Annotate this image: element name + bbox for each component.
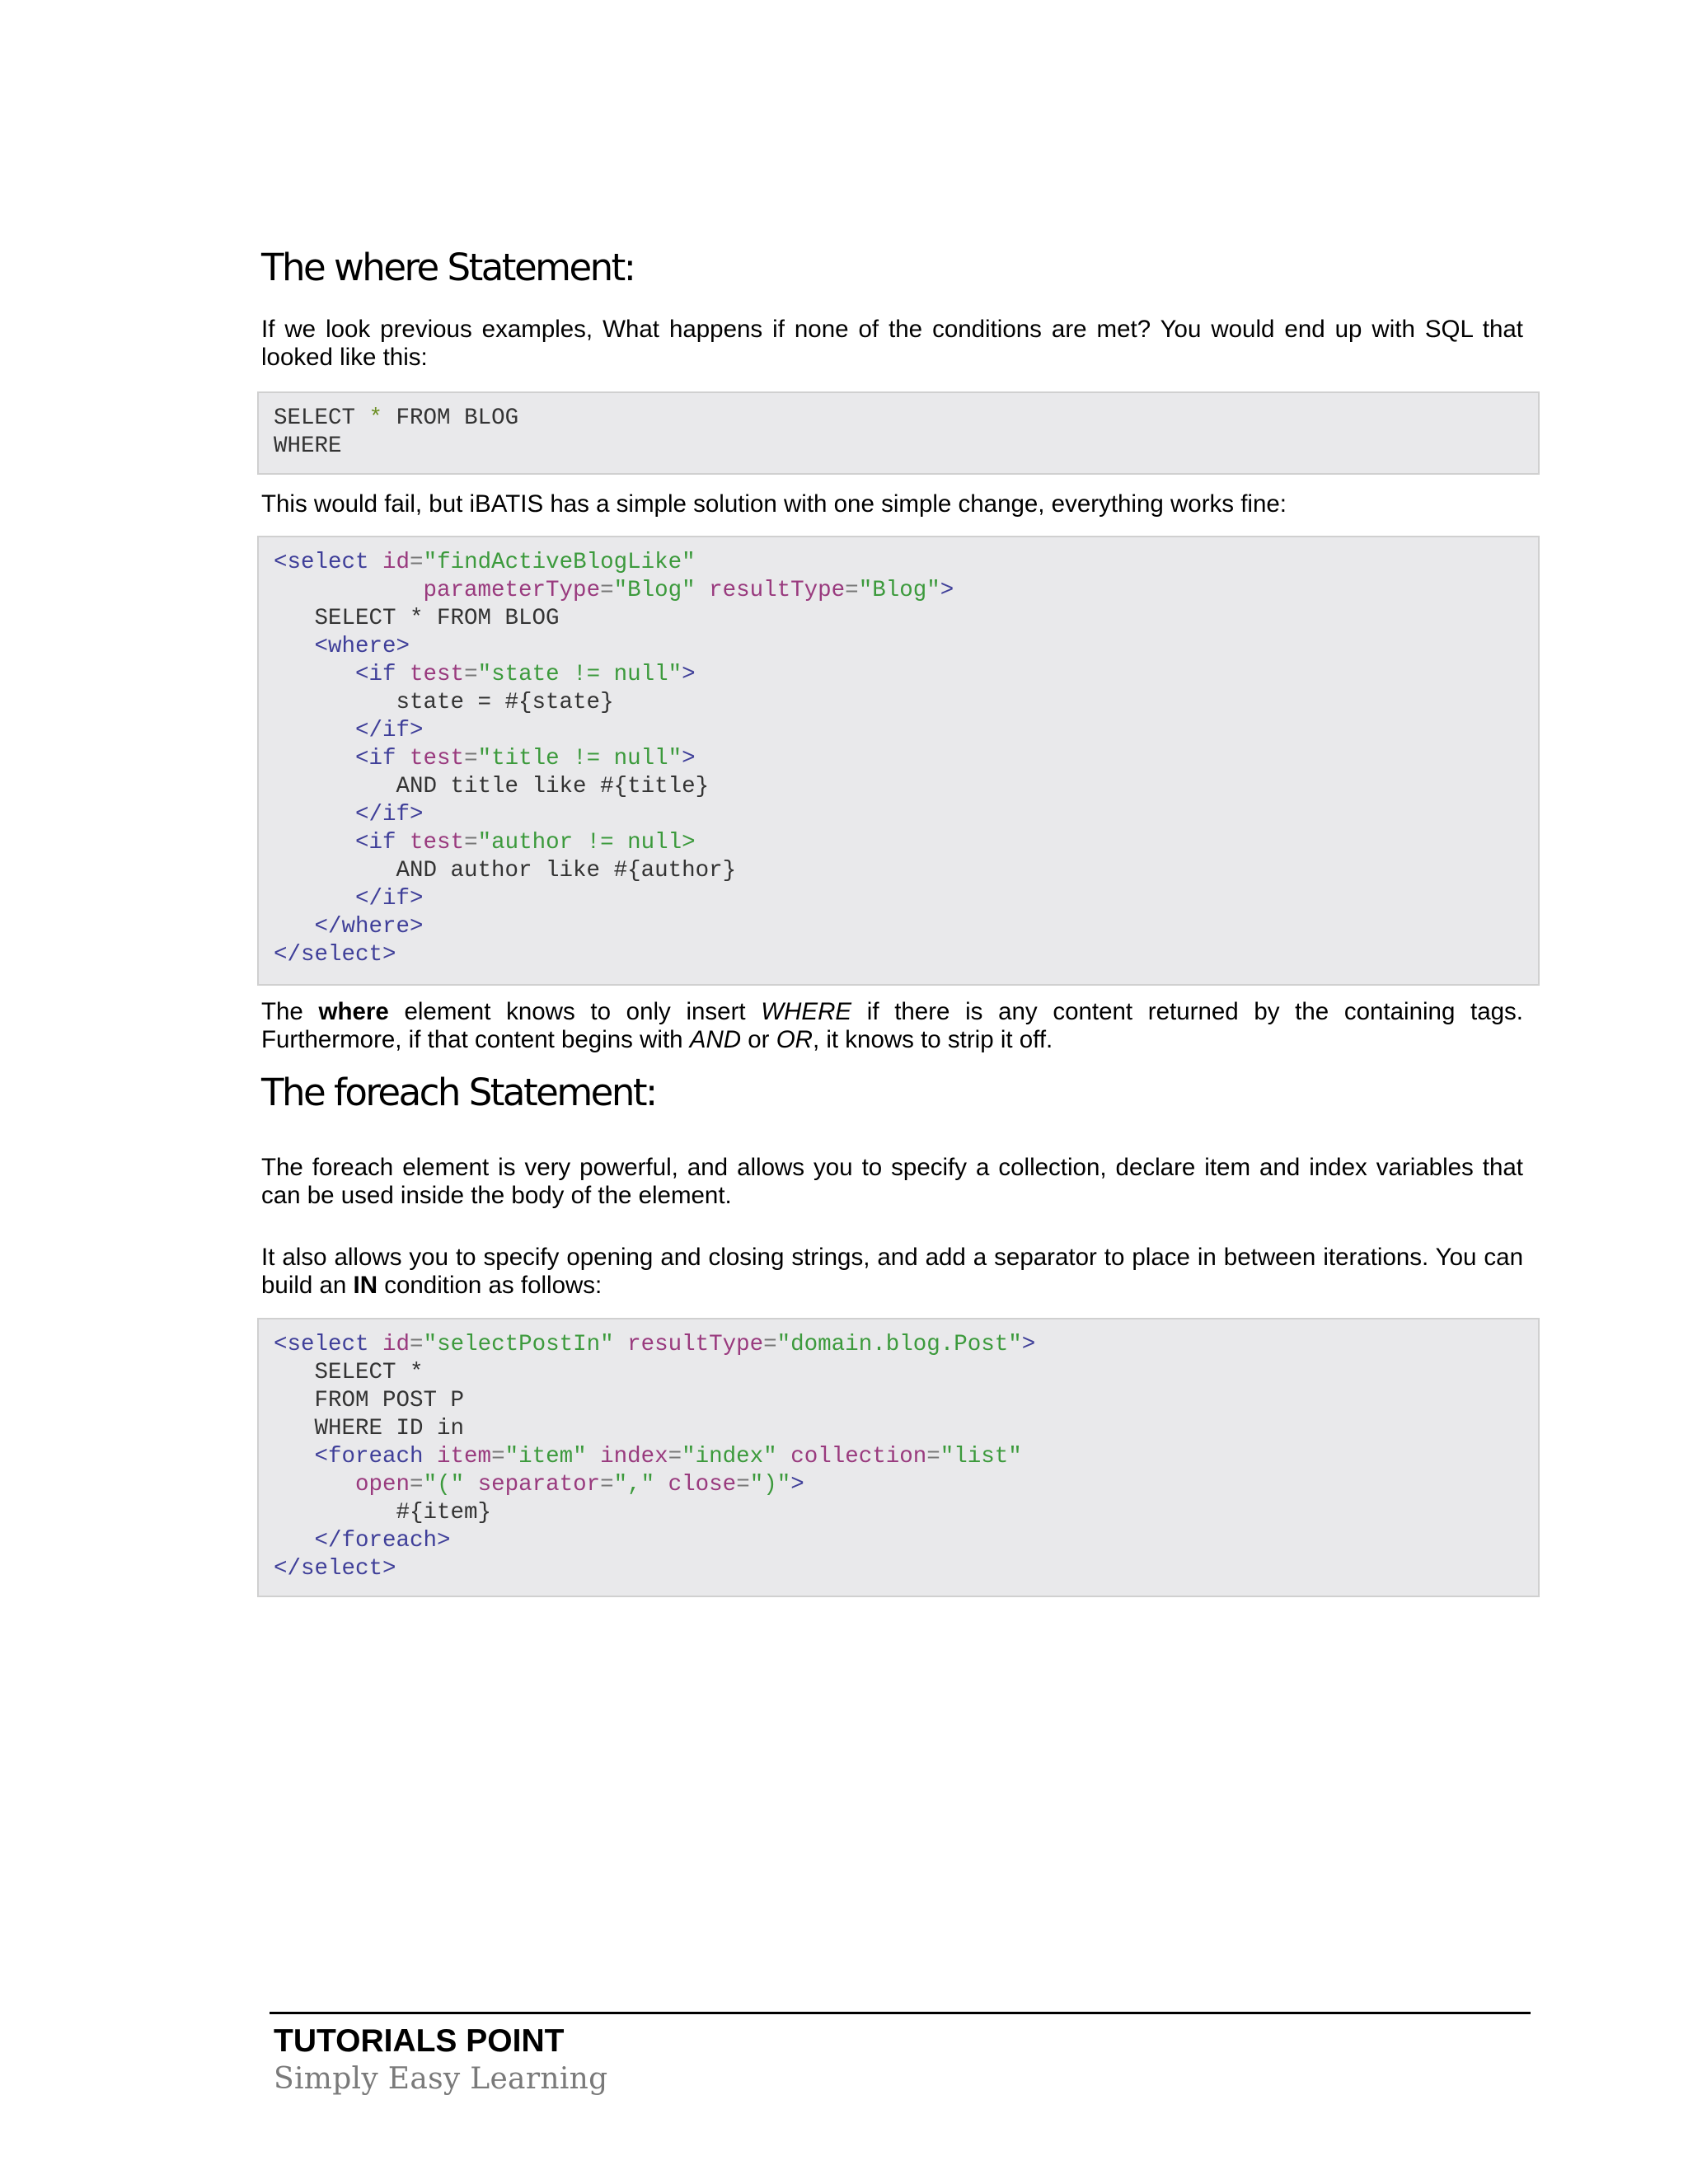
- code-token: test: [410, 830, 465, 855]
- where-explanation-paragraph: [261, 998, 1523, 1054]
- code-token: [464, 1472, 478, 1497]
- code-token: "item": [504, 1444, 587, 1469]
- code-line: [274, 885, 1538, 913]
- footer-tagline: Simply Easy Learning: [274, 2062, 608, 2096]
- code-line: [274, 1499, 1538, 1527]
- code-token: "index": [682, 1444, 777, 1469]
- code-token: test: [410, 746, 465, 771]
- code-token: "selectPostIn": [423, 1332, 614, 1357]
- code-token: >: [790, 1472, 804, 1497]
- code-token: ")": [749, 1472, 791, 1497]
- code-token: =: [668, 1444, 682, 1469]
- code-token: SELECT *: [274, 1360, 424, 1385]
- code-line: [274, 1555, 1538, 1583]
- code-token: "state != null": [477, 662, 682, 687]
- code-token: collection: [790, 1444, 927, 1469]
- code-line: [274, 549, 1538, 577]
- code-line: [274, 605, 1538, 633]
- code-line: [274, 941, 1538, 969]
- code-line: [274, 633, 1538, 661]
- code-token: [274, 718, 355, 743]
- code-token: [274, 634, 315, 659]
- code-token: resultType: [709, 578, 846, 603]
- code-block-sql-where: [257, 391, 1540, 475]
- code-token: SELECT: [274, 405, 369, 431]
- code-token: [777, 1444, 791, 1469]
- code-token: </select>: [274, 1556, 396, 1582]
- text-run: condition as follows:: [377, 1272, 603, 1299]
- code-token: [274, 886, 355, 912]
- code-token: [274, 1528, 315, 1554]
- code-token: =: [600, 1472, 614, 1497]
- code-line: [274, 717, 1538, 745]
- code-token: [274, 802, 355, 827]
- foreach-intro-paragraph: The foreach element is very powerful, and allows you to specify a collection, declare item and index variables that can be used inside the body of the element.: [261, 1154, 1523, 1209]
- code-token: =: [845, 578, 859, 603]
- code-token: <if: [355, 662, 410, 687]
- code-token: [274, 914, 315, 940]
- code-line: [274, 689, 1538, 717]
- code-line: [274, 1471, 1538, 1499]
- code-token: [274, 578, 424, 603]
- code-token: </select>: [274, 942, 396, 968]
- code-token: "Blog": [858, 578, 940, 603]
- code-line: [274, 829, 1538, 857]
- code-token: <select: [274, 1332, 383, 1357]
- solution-paragraph: This would fail, but iBATIS has a simple solution with one simple change, everything works fine:: [261, 490, 1287, 518]
- code-token: [614, 1332, 628, 1357]
- code-token: =: [464, 830, 478, 855]
- code-token: resultType: [627, 1332, 764, 1357]
- code-token: =: [926, 1444, 940, 1469]
- text-run: or: [741, 1026, 776, 1053]
- text-run: if there is any content returned by the containing tags. Furthermore, if that content begins with: [261, 998, 1523, 1053]
- code-token: [274, 830, 355, 855]
- section-heading-foreach: The foreach Statement:: [261, 1071, 656, 1114]
- text-run: It also allows you to specify opening and closing strings, and add a separator to place in between iterations. You can build an: [261, 1244, 1523, 1299]
- code-token: <foreach: [314, 1444, 438, 1469]
- code-token: FROM POST P: [274, 1388, 465, 1413]
- footer-divider: [270, 2012, 1531, 2014]
- code-line: [274, 773, 1538, 801]
- code-token: parameterType: [423, 578, 601, 603]
- code-token: *: [368, 405, 383, 431]
- code-token: >: [682, 662, 696, 687]
- code-token: <if: [355, 830, 410, 855]
- code-token: </where>: [314, 914, 424, 940]
- intro-paragraph: If we look previous examples, What happens if none of the conditions are met? You would end up with SQL that looked like this:: [261, 316, 1523, 371]
- code-token: FROM BLOG: [382, 405, 519, 431]
- code-token: =: [464, 746, 478, 771]
- footer-brand: TUTORIALS POINT: [274, 2023, 565, 2059]
- code-token: [274, 1472, 355, 1497]
- code-token: open: [355, 1472, 410, 1497]
- code-token: </if>: [355, 718, 424, 743]
- code-token: >: [682, 746, 696, 771]
- code-line: [274, 801, 1538, 829]
- code-line: [274, 577, 1538, 605]
- code-token: =: [410, 1332, 424, 1357]
- code-token: [274, 662, 355, 687]
- code-token: <if: [355, 746, 410, 771]
- code-token: WHERE: [274, 434, 342, 459]
- code-line: [274, 1527, 1538, 1555]
- code-line: [274, 857, 1538, 885]
- text-run: IN: [353, 1272, 378, 1299]
- code-token: =: [491, 1444, 505, 1469]
- code-line: [274, 913, 1538, 941]
- code-token: [274, 1444, 315, 1469]
- code-token: WHERE ID in: [274, 1416, 465, 1441]
- code-token: "findActiveBlogLike": [423, 550, 696, 575]
- code-token: ",": [613, 1472, 655, 1497]
- code-token: [274, 746, 355, 771]
- code-token: [696, 578, 710, 603]
- code-token: [587, 1444, 601, 1469]
- code-line: [274, 661, 1538, 689]
- code-line: [274, 1443, 1538, 1471]
- text-run: element knows to only insert: [388, 998, 762, 1025]
- code-line: [274, 433, 1538, 461]
- code-token: </if>: [355, 886, 424, 912]
- code-token: <select: [274, 550, 383, 575]
- text-run: AND: [689, 1026, 742, 1053]
- code-token: >: [940, 578, 954, 603]
- code-token: AND author like #{author}: [274, 858, 737, 883]
- code-token: "Blog": [613, 578, 696, 603]
- foreach-in-paragraph: [261, 1244, 1523, 1300]
- code-line: [274, 405, 1538, 433]
- code-block-where-select: [257, 536, 1540, 986]
- code-token: "title != null": [477, 746, 682, 771]
- code-token: <where>: [314, 634, 410, 659]
- code-token: test: [410, 662, 465, 687]
- code-token: =: [763, 1332, 777, 1357]
- code-token: AND title like #{title}: [274, 774, 710, 799]
- code-token: SELECT * FROM BLOG: [274, 606, 560, 631]
- code-token: >: [1021, 1332, 1036, 1357]
- code-block-foreach-select: [257, 1318, 1540, 1597]
- code-line: [274, 1387, 1538, 1415]
- code-token: =: [410, 550, 424, 575]
- section-heading-where: The where Statement:: [261, 246, 635, 289]
- code-token: item: [437, 1444, 492, 1469]
- text-run: where: [318, 998, 389, 1025]
- code-token: =: [736, 1472, 750, 1497]
- code-token: =: [600, 578, 614, 603]
- text-run: , it knows to strip it off.: [812, 1026, 1053, 1053]
- code-token: id: [382, 1332, 410, 1357]
- code-token: id: [382, 550, 410, 575]
- text-run: OR: [776, 1026, 813, 1053]
- code-line: [274, 1331, 1538, 1359]
- code-token: </foreach>: [314, 1528, 451, 1554]
- code-token: #{item}: [274, 1500, 492, 1526]
- text-run: The: [261, 998, 319, 1025]
- code-token: "domain.blog.Post": [776, 1332, 1022, 1357]
- text-run: WHERE: [761, 998, 852, 1025]
- code-token: [654, 1472, 668, 1497]
- code-token: "(": [423, 1472, 465, 1497]
- code-token: state = #{state}: [274, 690, 614, 715]
- code-token: =: [464, 662, 478, 687]
- code-line: [274, 1415, 1538, 1443]
- code-token: </if>: [355, 802, 424, 827]
- code-token: "list": [940, 1444, 1022, 1469]
- code-token: separator: [477, 1472, 601, 1497]
- code-token: =: [410, 1472, 424, 1497]
- code-token: "author != null>: [477, 830, 696, 855]
- code-line: [274, 745, 1538, 773]
- code-token: index: [600, 1444, 668, 1469]
- code-token: close: [668, 1472, 737, 1497]
- code-line: [274, 1359, 1538, 1387]
